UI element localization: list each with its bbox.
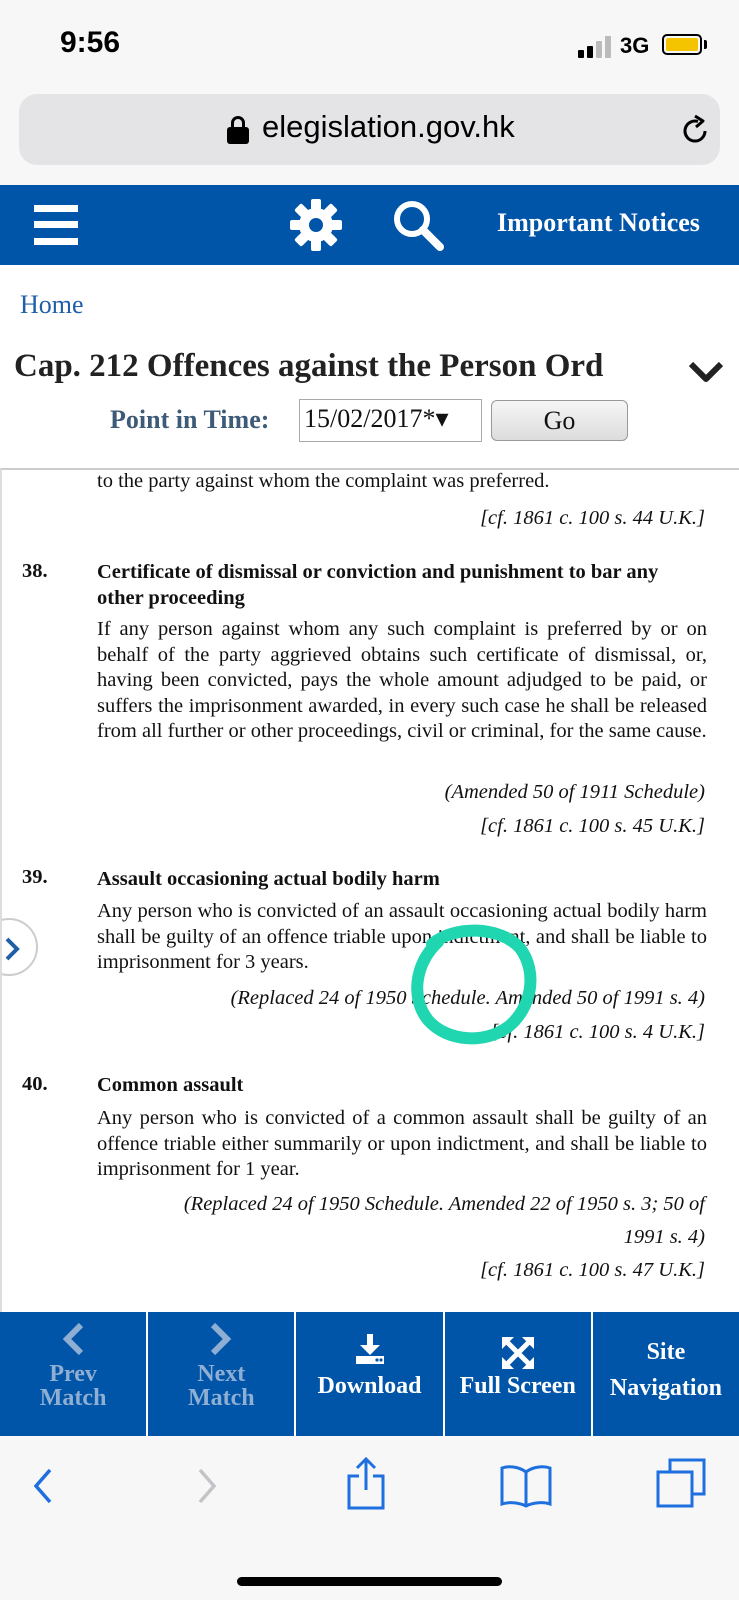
- forward-icon[interactable]: [194, 1466, 220, 1506]
- battery-icon: [662, 34, 702, 55]
- side-panel-toggle[interactable]: [0, 918, 38, 976]
- gear-icon[interactable]: [288, 197, 344, 253]
- section-body: Any person who is convicted of a common assault shall be guilty of an offence triable either summarily or upon indictment, and shall be liable to imprisonment for 1 year.: [97, 1107, 707, 1180]
- chevron-left-icon: [61, 1322, 85, 1356]
- site-label-1: Site: [646, 1339, 686, 1365]
- full-screen-button[interactable]: [445, 1312, 593, 1436]
- prev-label-1: Prev: [49, 1361, 97, 1387]
- citation: [cf. 1861 c. 100 s. 47 U.K.]: [480, 1259, 705, 1281]
- lock-icon: [227, 116, 249, 144]
- hamburger-menu-icon[interactable]: [34, 205, 78, 245]
- download-label: Download: [317, 1373, 422, 1399]
- section-number: 39.: [22, 866, 48, 888]
- bookmarks-icon[interactable]: [500, 1464, 552, 1508]
- browser-toolbar: [0, 1436, 739, 1600]
- back-icon[interactable]: [30, 1466, 56, 1506]
- battery-nub: [704, 40, 707, 49]
- status-time: 9:56: [60, 26, 121, 59]
- section-body: If any person against whom any such complaint is preferred by or on behalf of the party aggrieved obtains such certificate of dismissal, or, having been convicted, pays the whole amount adjudged to be paid, or suffers the imprisonment awarded, in every such case he shall be released from all further or other proceedings, civil or criminal, for the same cause.: [97, 618, 707, 742]
- prev-match-button[interactable]: [0, 1312, 148, 1436]
- home-link[interactable]: Home: [20, 290, 84, 319]
- legislation-content: [0, 468, 739, 1312]
- section-heading: Common assault: [97, 1074, 244, 1096]
- amendment-note: (Amended 50 of 1911 Schedule): [444, 781, 705, 803]
- citation: [cf. 1861 c. 100 s. 44 U.K.]: [480, 507, 705, 529]
- citation: [cf. 1861 c. 100 s. 4 U.K.]: [490, 1021, 705, 1043]
- point-in-time-label: Point in Time:: [110, 405, 270, 434]
- prev-label-2: Match: [39, 1385, 107, 1411]
- search-icon[interactable]: [390, 197, 446, 253]
- next-label-1: Next: [197, 1361, 246, 1387]
- site-navigation-button[interactable]: [593, 1312, 739, 1436]
- important-notices-link[interactable]: Important Notices: [497, 208, 700, 237]
- amendment-note: (Replaced 24 of 1950 Schedule. Amended 50 of 1991 s. 4): [230, 987, 705, 1009]
- section-number: 40.: [22, 1073, 48, 1095]
- url-text[interactable]: elegislation.gov.hk: [262, 109, 515, 144]
- page-title: Cap. 212 Offences against the Person Ord: [14, 348, 690, 385]
- section-body: Any person who is convicted of an assault occasioning actual bodily harm shall be guilty of an offence triable upon indictment, and shall be liable to imprisonment for 3 years.: [97, 900, 707, 973]
- expand-icon: [501, 1336, 535, 1370]
- reload-icon[interactable]: [679, 114, 711, 146]
- section-number: 38.: [22, 560, 48, 582]
- status-bar: [0, 0, 739, 88]
- signal-icon: [578, 36, 612, 58]
- section-heading: Assault occasioning actual bodily harm: [97, 868, 440, 890]
- download-button[interactable]: [296, 1312, 444, 1436]
- document-toolbar: [0, 1312, 739, 1436]
- share-icon[interactable]: [346, 1456, 386, 1510]
- go-button[interactable]: Go: [491, 400, 628, 441]
- full-screen-label: Full Screen: [459, 1373, 576, 1399]
- amendment-note: (Replaced 24 of 1950 Schedule. Amended 22 of 1950 s. 3; 50 of: [183, 1193, 705, 1215]
- network-type: 3G: [620, 33, 650, 58]
- amendment-note-continued: 1991 s. 4): [623, 1226, 705, 1248]
- next-label-2: Match: [187, 1385, 255, 1411]
- top-fragment: to the party against whom the complaint was preferred.: [97, 470, 550, 492]
- download-icon: [353, 1332, 387, 1366]
- chevron-right-icon: [209, 1322, 233, 1356]
- citation: [cf. 1861 c. 100 s. 45 U.K.]: [480, 815, 705, 837]
- address-area: [0, 88, 739, 185]
- site-label-2: Navigation: [609, 1375, 722, 1401]
- chevron-down-icon[interactable]: [688, 360, 724, 384]
- point-in-time-select[interactable]: 15/02/2017*▾: [299, 399, 482, 442]
- site-nav-bar: [0, 185, 739, 265]
- chevron-right-icon: [4, 936, 20, 962]
- next-match-button[interactable]: [148, 1312, 296, 1436]
- address-bar[interactable]: [19, 94, 720, 165]
- section-heading: Certificate of dismissal or conviction and punishment to bar any other proceeding: [97, 561, 659, 609]
- tabs-icon[interactable]: [656, 1458, 708, 1510]
- home-indicator[interactable]: [237, 1577, 502, 1586]
